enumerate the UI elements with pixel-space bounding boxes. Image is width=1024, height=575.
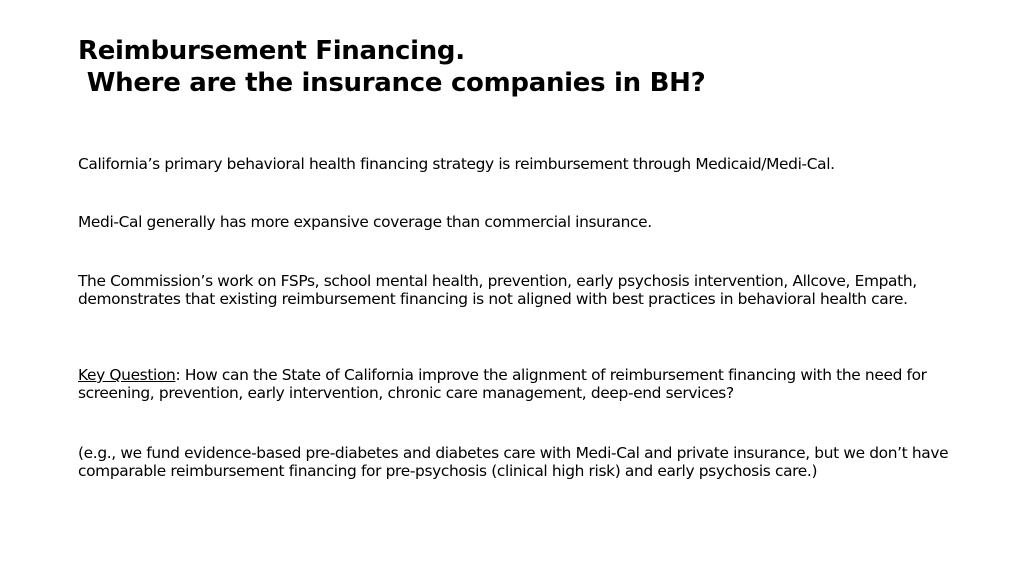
paragraph-key-question: [78, 367, 958, 402]
paragraph-medi-cal-coverage: Medi-Cal generally has more expansive coverage than commercial insurance.: [78, 213, 652, 231]
key-question-label: Key Question: [78, 366, 176, 384]
key-question-text: : How can the State of California improve the alignment of reimbursement financing with the need for screening, prevention, early intervention, chronic care management, deep-end services?: [78, 366, 927, 402]
title-line-2: Where are the insurance companies in BH?: [78, 68, 706, 98]
paragraph-commission-work: The Commission’s work on FSPs, school mental health, prevention, early psychosis intervention, Allcove, Empath, demonstrates that existing reimbursement financing is not aligned with best practices in behavioral health care.: [78, 272, 917, 308]
title-line-1: Reimbursement Financing.: [78, 36, 465, 66]
paragraph-example: (e.g., we fund evidence-based pre-diabetes and diabetes care with Medi-Cal and private insurance, but we don’t have comparable reimbursement financing for pre-psychosis (clinical high risk) and early psychosis care.): [78, 444, 949, 480]
paragraph-primary-strategy: California’s primary behavioral health financing strategy is reimbursement through Medicaid/Medi-Cal.: [78, 155, 835, 173]
slide-title: [78, 35, 958, 99]
